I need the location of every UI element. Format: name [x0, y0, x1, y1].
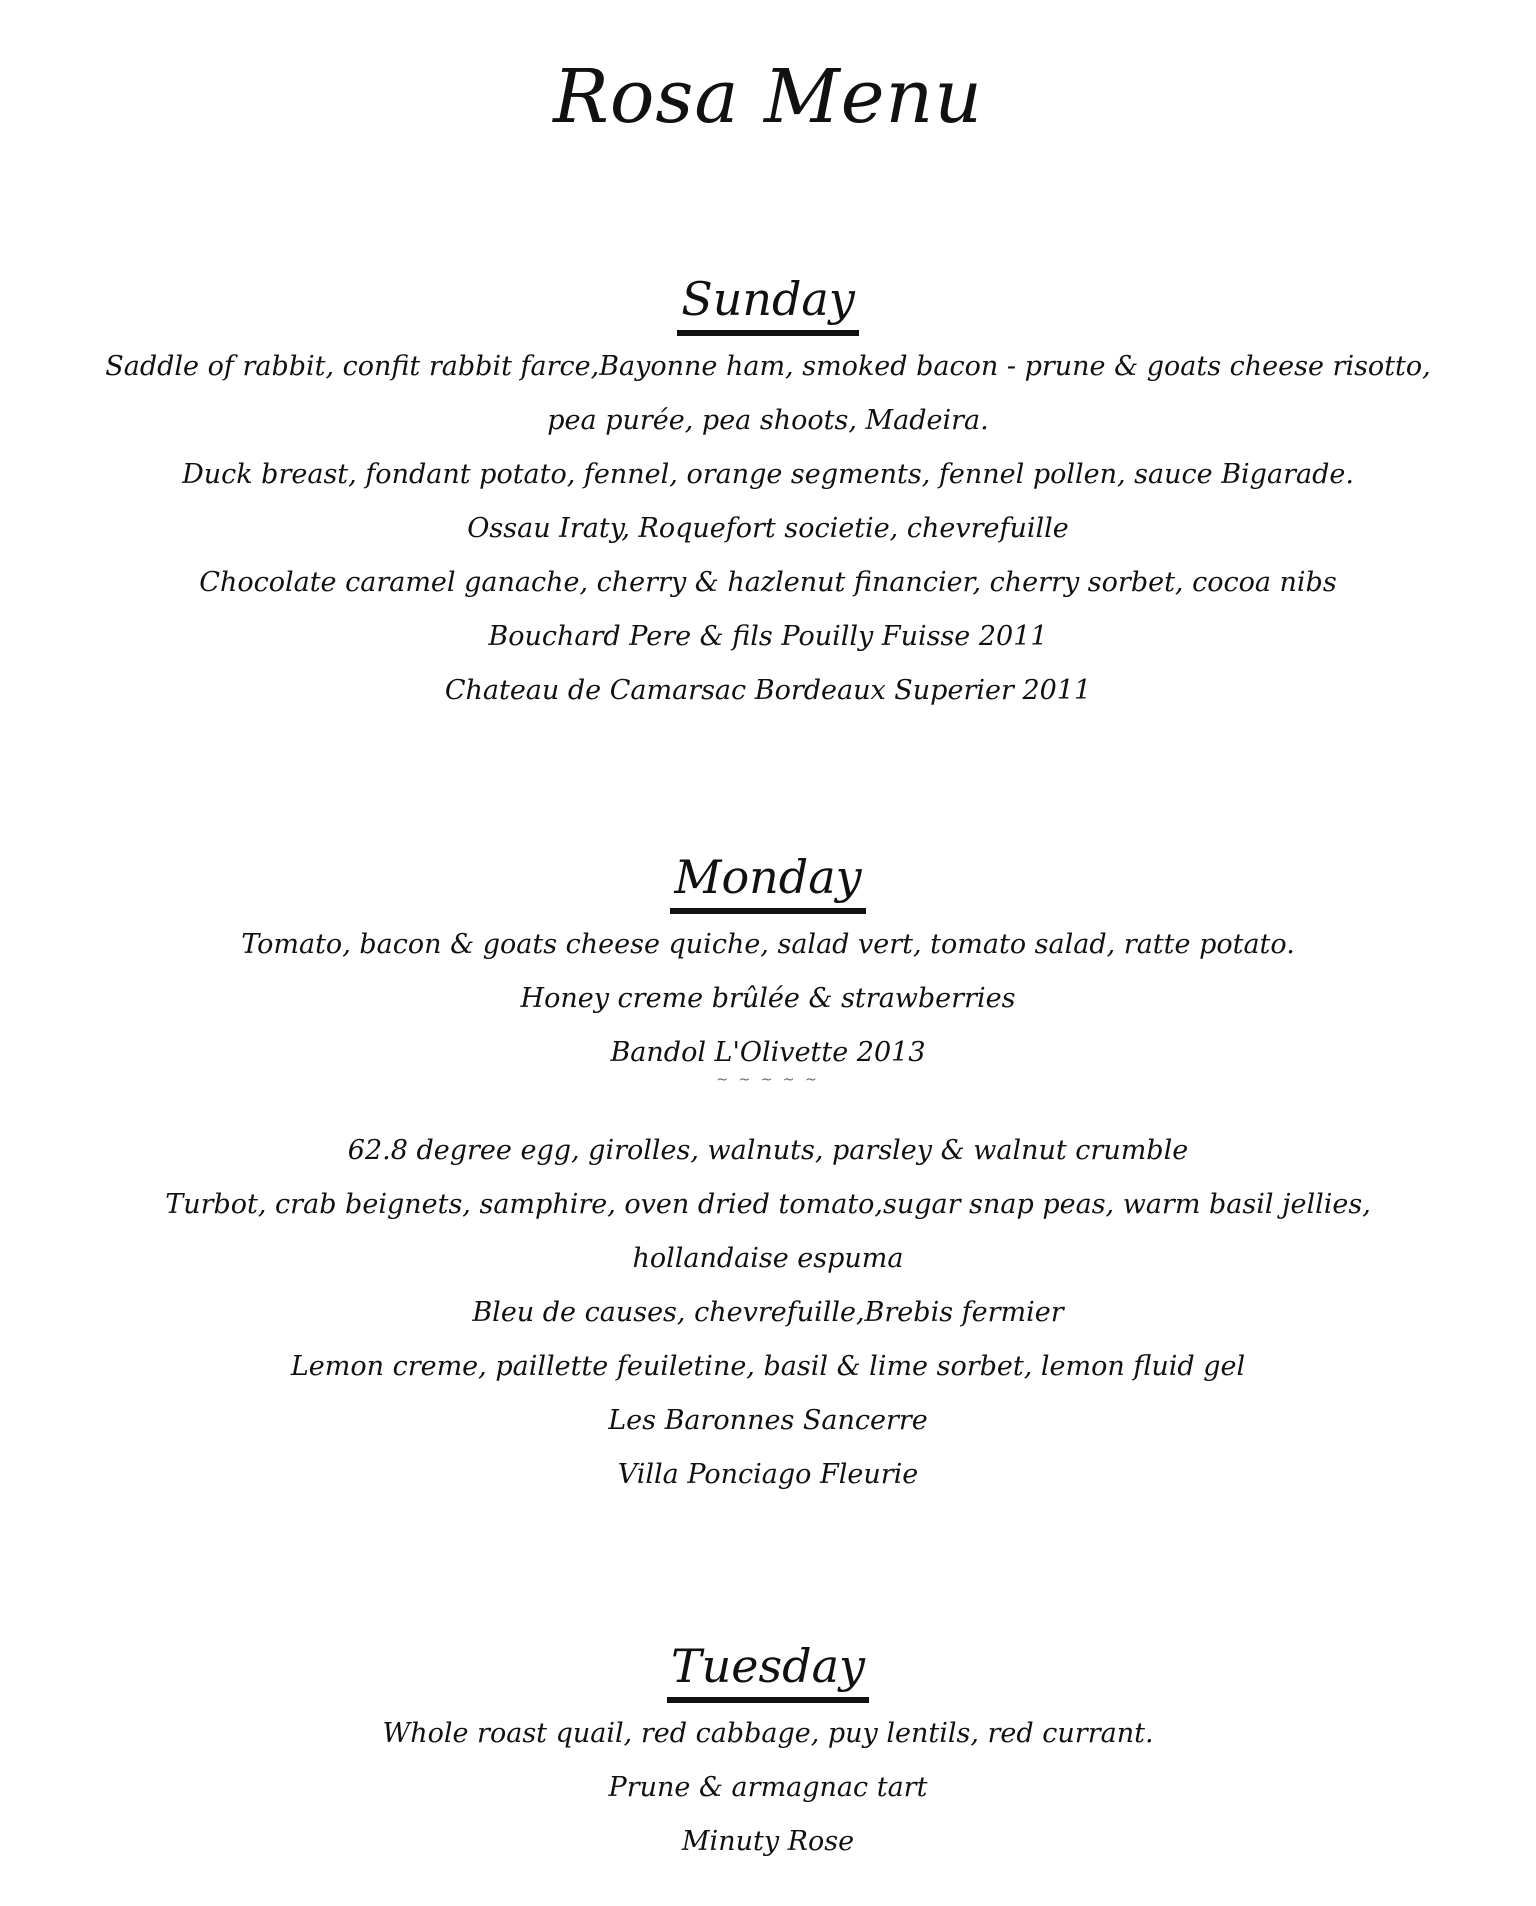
spacer — [0, 1090, 1536, 1124]
menu-item: Ossau Iraty, Roquefort societie, chevrefuille — [467, 513, 1069, 544]
menu-item: Duck breast, fondant potato, fennel, orange segments, fennel pollen, sauce Bigarade. — [182, 459, 1354, 490]
menu-item: Tomato, bacon & goats cheese quiche, salad vert, tomato salad, ratte potato. — [241, 929, 1295, 960]
wine-item: Minuty Rose — [681, 1826, 855, 1857]
day-heading-tuesday: Tuesday — [667, 1637, 869, 1703]
menu-item: pea purée, pea shoots, Madeira. — [547, 405, 989, 436]
menu-item: Turbot, crab beignets, samphire, oven dried tomato,sugar snap peas, warm basil jellies, — [165, 1189, 1371, 1220]
menu-item: 62.8 degree egg, girolles, walnuts, parsley & walnut crumble — [347, 1135, 1189, 1166]
course-divider: ~ ~ ~ ~ ~ — [716, 1072, 820, 1088]
menu-item: Lemon creme, paillette feuiletine, basil & lime sorbet, lemon fluid gel — [290, 1351, 1246, 1382]
menu-item: Saddle of rabbit, confit rabbit farce,Bayonne ham, smoked bacon - prune & goats cheese risotto, — [105, 351, 1431, 382]
wine-item: Villa Ponciago Fleurie — [617, 1459, 919, 1490]
day-heading-sunday: Sunday — [677, 270, 859, 336]
menu-item: Chocolate caramel ganache, cherry & hazlenut financier, cherry sorbet, cocoa nibs — [199, 567, 1337, 598]
menu-title: Rosa Menu — [553, 54, 983, 140]
day-heading-monday: Monday — [670, 848, 865, 914]
day-section-monday — [0, 848, 1536, 1502]
menu-item: Whole roast quail, red cabbage, puy lentils, red currant. — [382, 1718, 1154, 1749]
day-section-sunday — [0, 270, 1536, 718]
menu-item: Prune & armagnac tart — [608, 1772, 928, 1803]
menu-item: Honey creme brûlée & strawberries — [520, 983, 1016, 1014]
day-section-tuesday — [0, 1637, 1536, 1869]
menu-item: hollandaise espuma — [632, 1243, 904, 1274]
wine-item: Les Baronnes Sancerre — [608, 1405, 928, 1436]
wine-item: Bouchard Pere & fils Pouilly Fuisse 2011 — [488, 621, 1048, 652]
menu-item: Bleu de causes, chevrefuille,Brebis fermier — [472, 1297, 1064, 1328]
wine-item: Bandol L'Olivette 2013 — [610, 1037, 926, 1068]
wine-item: Chateau de Camarsac Bordeaux Superier 2011 — [444, 675, 1092, 706]
